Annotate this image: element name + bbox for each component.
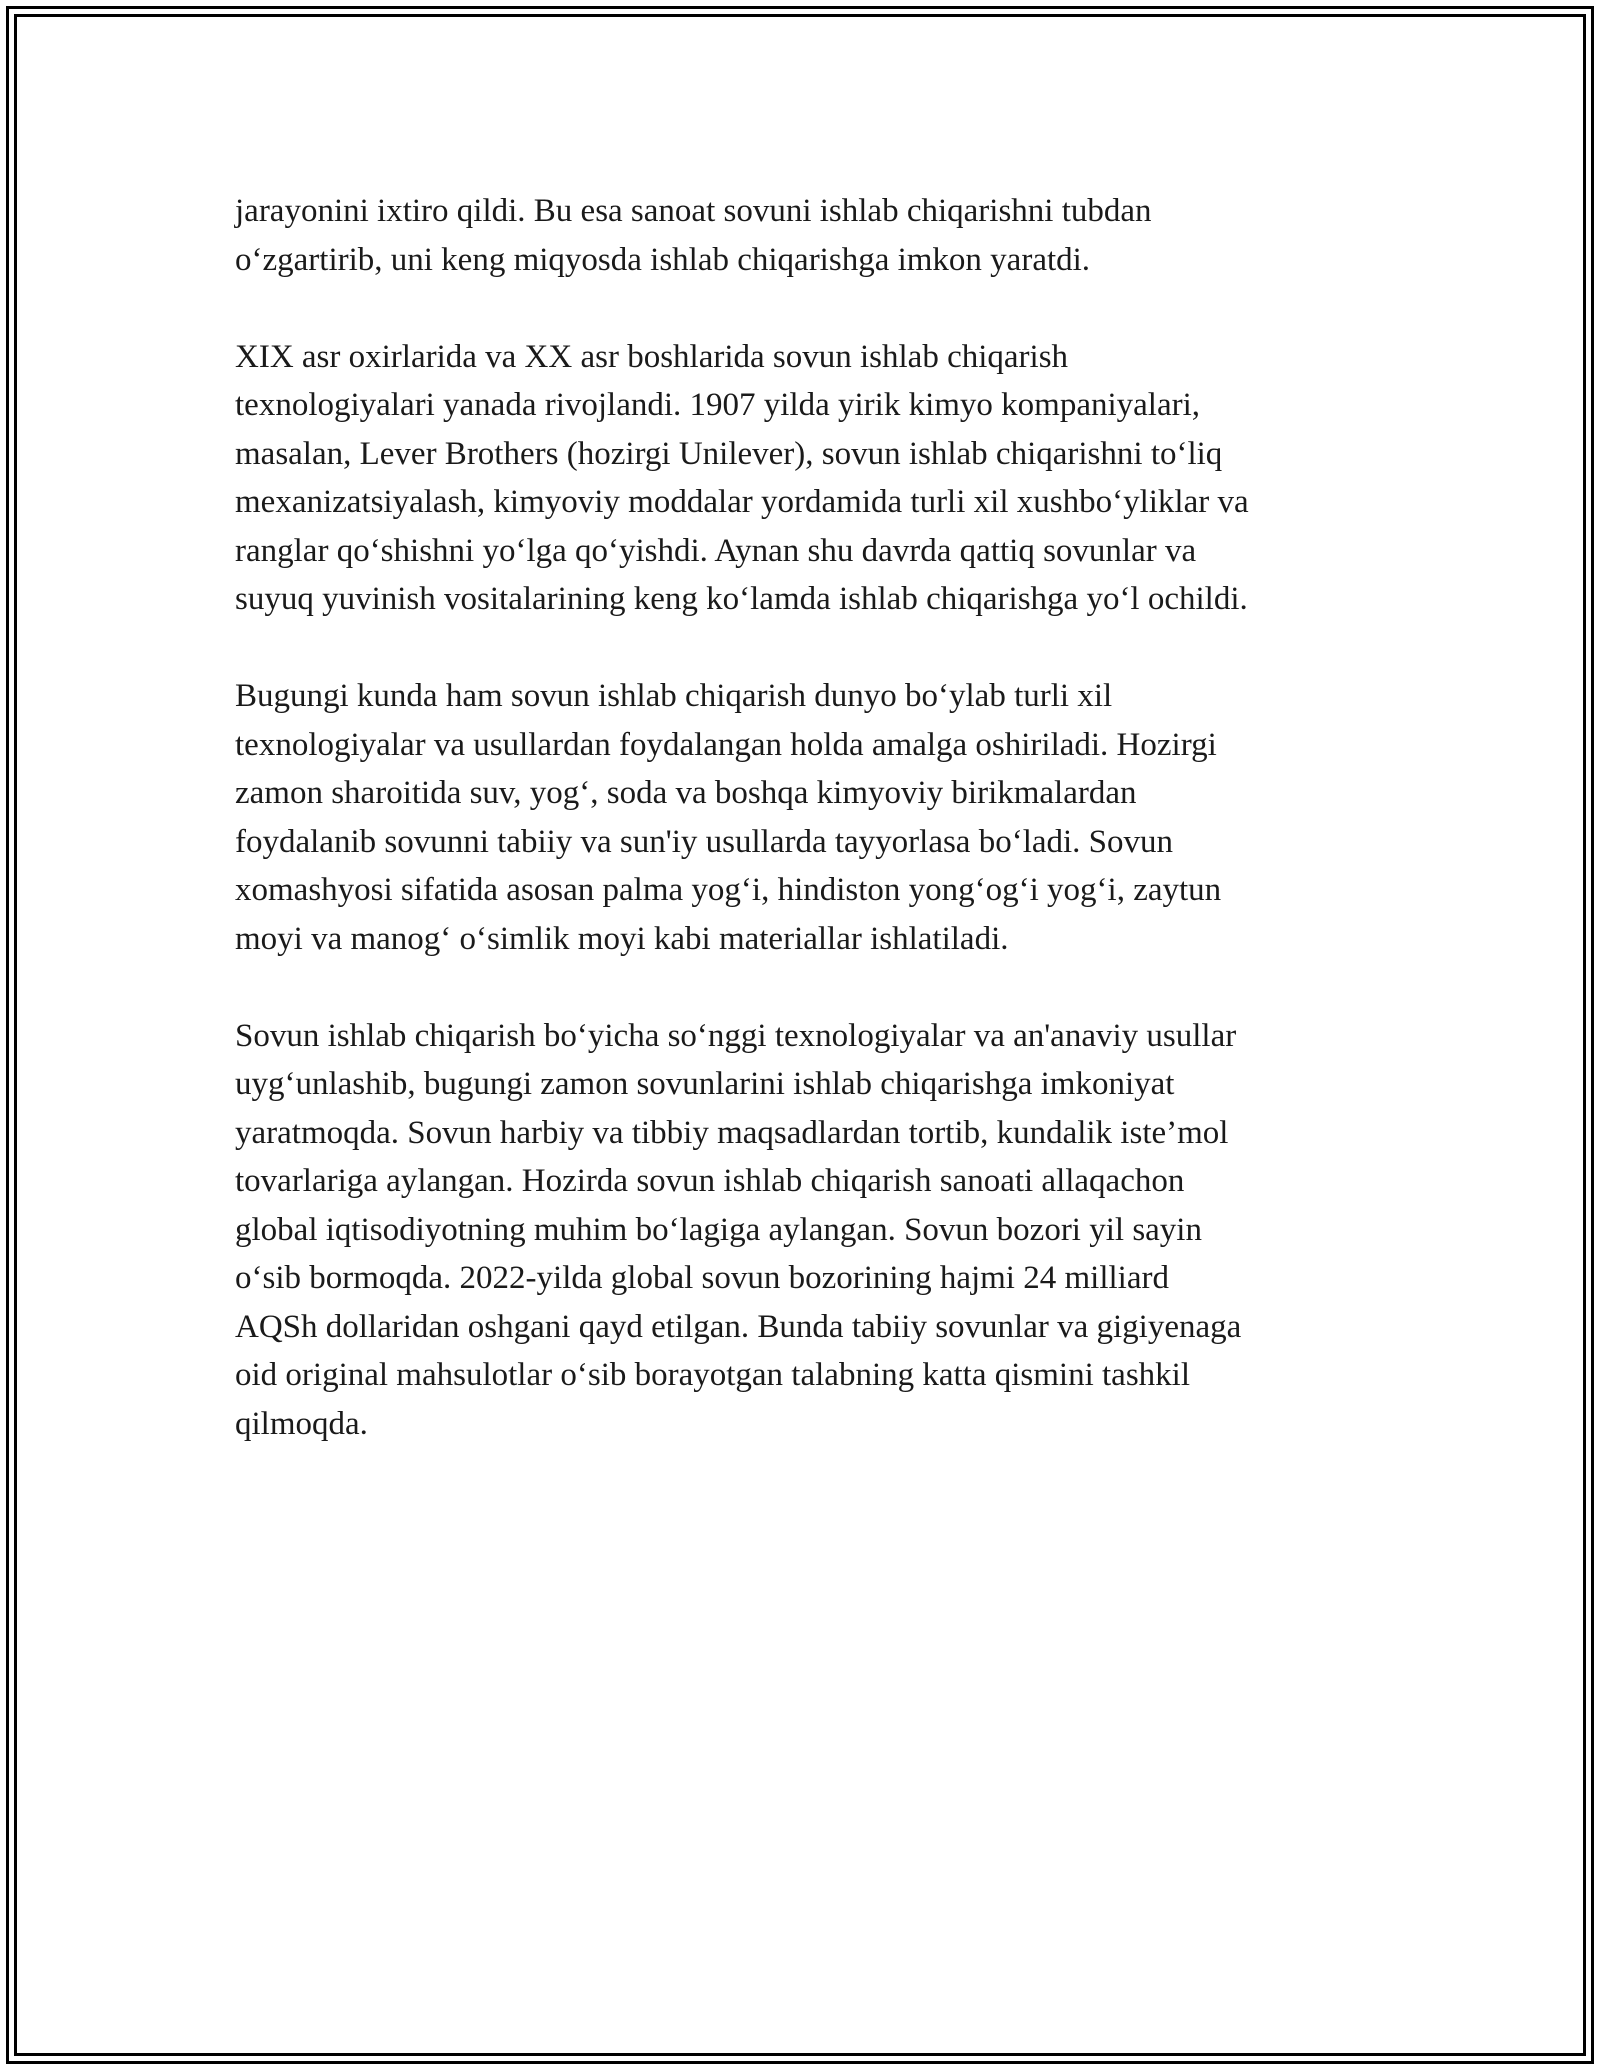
text-line: suyuq yuvinish vositalarining keng ko‘lamda ishlab chiqarishga yo‘l ochildi. [235, 581, 1248, 617]
document-body [235, 187, 1375, 1448]
text-line: qilmoqda. [235, 1405, 368, 1442]
text-line: jarayonini ixtiro qildi. Bu esa sanoat sovuni ishlab chiqarishni tubdan [235, 193, 1152, 229]
text-line: texnologiyalari yanada rivojlandi. 1907 yilda yirik kimyo kompaniyalari, [235, 387, 1201, 423]
text-line: uyg‘unlashib, bugungi zamon sovunlarini ishlab chiqarishga imkoniyat [235, 1066, 1175, 1102]
text-line: XIX asr oxirlarida va XX asr boshlarida sovun ishlab chiqarish [235, 338, 1069, 375]
text-line: ranglar qo‘shishni yo‘lga qo‘yishdi. Aynan shu davrda qattiq sovunlar va [235, 532, 1197, 569]
text-line: o‘sib bormoqda. 2022-yilda global sovun bozorining hajmi 24 milliard [235, 1260, 1169, 1296]
text-line: zamon sharoitida suv, yog‘, soda va boshqa kimyoviy birikmalardan [235, 775, 1137, 811]
paragraph-2 [235, 333, 1375, 624]
text-line: mexanizatsiyalash, kimyoviy moddalar yordamida turli xil xushbo‘yliklar va [235, 484, 1249, 520]
text-line: Sovun ishlab chiqarish bo‘yicha so‘nggi texnologiyalar va an'anaviy usullar [235, 1017, 1237, 1054]
text-line: masalan, Lever Brothers (hozirgi Unilever), sovun ishlab chiqarishni to‘liq [235, 435, 1223, 472]
paragraph-4 [235, 1012, 1375, 1449]
text-line: Bugungi kunda ham sovun ishlab chiqarish dunyo bo‘ylab turli xil [235, 678, 1113, 714]
text-line: AQSh dollaridan oshgani qayd etilgan. Bunda tabiiy sovunlar va gigiyenaga [235, 1308, 1242, 1345]
text-line: texnologiyalar va usullardan foydalangan holda amalga oshiriladi. Hozirgi [235, 726, 1217, 763]
text-line: xomashyosi sifatida asosan palma yog‘i, hindiston yong‘og‘i yog‘i, zaytun [235, 872, 1222, 908]
text-line: global iqtisodiyotning muhim bo‘lagiga aylangan. Sovun bozori yil sayin [235, 1211, 1202, 1248]
text-line: yaratmoqda. Sovun harbiy va tibbiy maqsadlardan tortib, kundalik iste’mol [235, 1114, 1229, 1151]
text-line: foydalanib sovunni tabiiy va sun'iy usullarda tayyorlasa bo‘ladi. Sovun [235, 823, 1174, 860]
paragraph-1 [235, 187, 1375, 284]
text-line: moyi va manog‘ o‘simlik moyi kabi materiallar ishlatiladi. [235, 920, 1009, 957]
text-line: o‘zgartirib, uni keng miqyosda ishlab chiqarishga imkon yaratdi. [235, 241, 1091, 278]
text-line: tovarlariga aylangan. Hozirda sovun ishlab chiqarish sanoati allaqachon [235, 1163, 1185, 1199]
text-line: oid original mahsulotlar o‘sib borayotgan talabning katta qismini tashkil [235, 1357, 1191, 1393]
paragraph-3 [235, 672, 1375, 963]
